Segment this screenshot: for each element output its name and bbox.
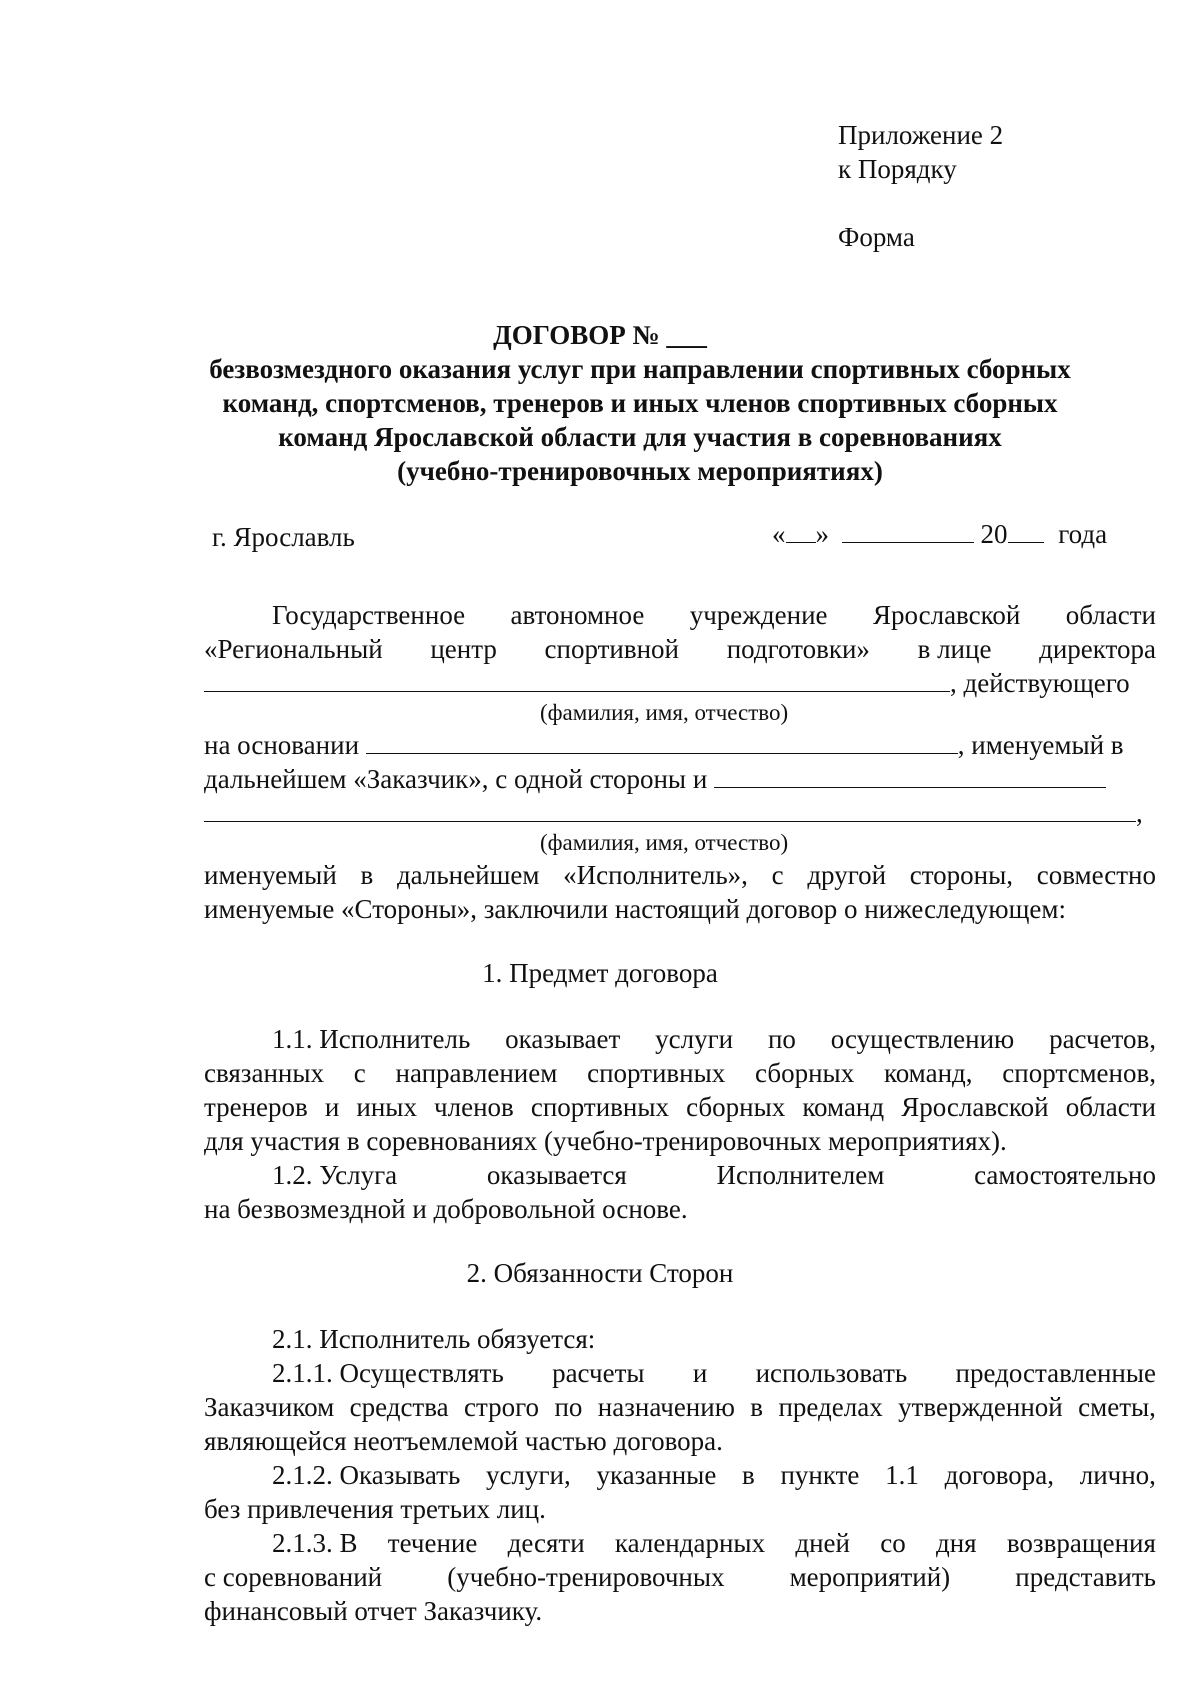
word: учреждение	[689, 600, 828, 630]
word: расчетов,	[1049, 1024, 1156, 1054]
word: направлением	[395, 1058, 558, 1088]
section-1-heading: 1. Предмет договора	[482, 958, 718, 988]
word: Ярославской	[872, 600, 1021, 630]
subtitle-line: безвозмездного оказания услуг при направлении спортивных сборных	[209, 354, 1071, 384]
city: г. Ярославль	[212, 522, 355, 552]
day-blank[interactable]	[786, 518, 816, 543]
word: средства	[349, 1392, 449, 1422]
word: спортивных	[587, 1058, 726, 1088]
word: назначению	[597, 1392, 735, 1422]
word: с	[353, 1058, 366, 1088]
word: осуществлению	[830, 1024, 1015, 1054]
word: предоставленные	[955, 1358, 1156, 1388]
word: директора	[1039, 634, 1156, 664]
preamble-line-1	[272, 598, 1156, 632]
preamble-line-8: именуемые «Стороны», заключили настоящий договор о нижеследующем:	[204, 894, 1066, 924]
executor-blank[interactable]	[714, 763, 1106, 788]
clause-2-1-1-line-3: являющейся неотъемлемой частью договора.	[204, 1426, 723, 1456]
word: мероприятий)	[789, 1562, 951, 1592]
word: «Региональный	[204, 634, 383, 664]
basis-blank[interactable]	[366, 729, 958, 754]
appendix-reference: к Порядку	[838, 154, 957, 184]
preamble-line-4	[204, 728, 1124, 762]
word: Заказчиком	[204, 1392, 335, 1422]
word: в	[742, 1460, 755, 1490]
comma: ,	[1136, 798, 1143, 828]
word: возвращения	[1006, 1528, 1156, 1558]
preamble-line-3	[204, 666, 1130, 700]
word: договора,	[944, 1460, 1055, 1490]
word: и	[324, 1092, 340, 1122]
word: расчеты	[552, 1358, 645, 1388]
word: лично,	[1079, 1460, 1156, 1490]
word: представить	[1015, 1562, 1156, 1592]
contract-subtitle	[150, 352, 1130, 488]
caption-fio-1: (фамилия, имя, отчество)	[540, 700, 789, 725]
word: сборных	[686, 1092, 786, 1122]
word: строго	[464, 1392, 540, 1422]
word: области	[1065, 1092, 1156, 1122]
word: сборных	[755, 1058, 855, 1088]
word: команд	[802, 1092, 885, 1122]
word: Ярославской	[901, 1092, 1049, 1122]
word: спортивных	[530, 1092, 670, 1122]
clause-2-1-1-line-2	[204, 1390, 1156, 1424]
basis-label: на основании	[204, 730, 360, 760]
clause-1-1-line-3	[204, 1090, 1156, 1124]
word: 1.2. Услуга	[272, 1160, 398, 1190]
word: с соревнований	[204, 1562, 383, 1592]
clause-2-1-3-line-3: финансовый отчет Заказчику.	[204, 1596, 543, 1626]
clause-2-1-1-line-1	[272, 1356, 1156, 1390]
word: связанных	[204, 1058, 324, 1088]
appendix-number: Приложение 2	[838, 120, 1004, 150]
word: сметы,	[1078, 1392, 1156, 1422]
contract-title: ДОГОВОР № ___	[493, 320, 707, 350]
clause-2-1: 2.1. Исполнитель обязуется:	[272, 1324, 596, 1354]
executor-name-blank[interactable]	[204, 797, 1136, 822]
preamble-line-7	[204, 858, 1156, 892]
section-2-heading: 2. Обязанности Сторон	[466, 1258, 734, 1288]
word: дня	[935, 1528, 977, 1558]
word: дальнейшем	[396, 860, 540, 890]
appendix-header	[838, 118, 1003, 254]
word: указанные	[596, 1460, 717, 1490]
word: 1.1	[885, 1460, 919, 1490]
subtitle-line: (учебно-тренировочных мероприятиях)	[397, 456, 883, 486]
month-blank[interactable]	[842, 518, 974, 543]
word: с	[771, 860, 784, 890]
clause-1-1-line-4: для участия в соревнованиях (учебно-тренировочных мероприятиях).	[204, 1126, 1007, 1156]
word: календарных	[614, 1528, 766, 1558]
word: «Исполнитель»,	[563, 860, 748, 890]
clause-2-1-3-line-2	[204, 1560, 1156, 1594]
subtitle-line: команд Ярославской области для участия в соревнованиях	[278, 422, 1002, 452]
acting-text: , действующего	[950, 668, 1130, 698]
word: десяти	[507, 1528, 585, 1558]
word: использовать	[755, 1358, 908, 1388]
quote-open: «	[772, 519, 786, 549]
word: в	[360, 860, 374, 890]
word: по	[767, 1024, 796, 1054]
word: центр	[430, 634, 497, 664]
word: по	[554, 1392, 583, 1422]
word: 2.1.1. Осуществлять	[272, 1358, 504, 1388]
word: другой	[807, 860, 887, 890]
clause-2-1-3-line-1	[272, 1526, 1156, 1560]
word: спортсменов,	[1002, 1058, 1156, 1088]
named-text: , именуемый в	[957, 730, 1124, 760]
customer-text: дальнейшем «Заказчик», с одной стороны и	[204, 764, 708, 794]
word: 2.1.3. В	[272, 1528, 358, 1558]
word: Исполнителем	[716, 1160, 885, 1190]
word: 2.1.2. Оказывать	[272, 1460, 461, 1490]
word: команд,	[883, 1058, 973, 1088]
word: спортивной	[544, 634, 680, 664]
form-label: Форма	[838, 222, 915, 252]
word: совместно	[1036, 860, 1156, 890]
clause-2-1-2-line-1	[272, 1458, 1156, 1492]
clause-1-1-line-1	[272, 1022, 1156, 1056]
preamble-line-2	[204, 632, 1156, 666]
year-blank[interactable]	[1008, 518, 1044, 543]
word: именуемый	[204, 860, 337, 890]
word: (учебно-тренировочных	[447, 1562, 725, 1592]
word: оказывается	[486, 1160, 627, 1190]
word: Государственное	[272, 600, 466, 630]
clause-1-2-line-2: на безвозмездной и добровольной основе.	[204, 1194, 688, 1224]
word: тренеров	[204, 1092, 308, 1122]
word: стороны,	[909, 860, 1014, 890]
director-name-blank[interactable]	[204, 667, 950, 692]
word: автономное	[510, 600, 645, 630]
caption-fio-2: (фамилия, имя, отчество)	[540, 830, 789, 855]
word: со	[880, 1528, 906, 1558]
clause-1-1-line-2	[204, 1056, 1156, 1090]
word: течение	[387, 1528, 478, 1558]
word: услуги	[655, 1024, 734, 1054]
clause-2-1-2-line-2: без привлечения третьих лиц.	[204, 1494, 546, 1524]
word: услуги,	[486, 1460, 571, 1490]
preamble-line-6	[204, 796, 1143, 830]
word: в	[750, 1392, 764, 1422]
subtitle-line: команд, спортсменов, тренеров и иных членов спортивных сборных	[222, 388, 1058, 418]
date-line	[772, 517, 1107, 551]
word: в лице	[917, 634, 992, 664]
word: пункте	[780, 1460, 860, 1490]
clause-1-2-line-1	[272, 1158, 1156, 1192]
word: самостоятельно	[974, 1160, 1156, 1190]
quote-close: »	[815, 519, 829, 549]
preamble-line-5	[204, 762, 1106, 796]
word: иных	[356, 1092, 417, 1122]
word: дней	[795, 1528, 850, 1558]
word: области	[1065, 600, 1156, 630]
word: подготовки»	[726, 634, 870, 664]
year-suffix: года	[1058, 519, 1108, 549]
year-prefix: 20	[980, 519, 1008, 549]
word: членов	[434, 1092, 514, 1122]
word: оказывает	[505, 1024, 621, 1054]
word: 1.1. Исполнитель	[272, 1024, 471, 1054]
word: и	[692, 1358, 708, 1388]
word: пределах	[778, 1392, 883, 1422]
word: утвержденной	[898, 1392, 1063, 1422]
